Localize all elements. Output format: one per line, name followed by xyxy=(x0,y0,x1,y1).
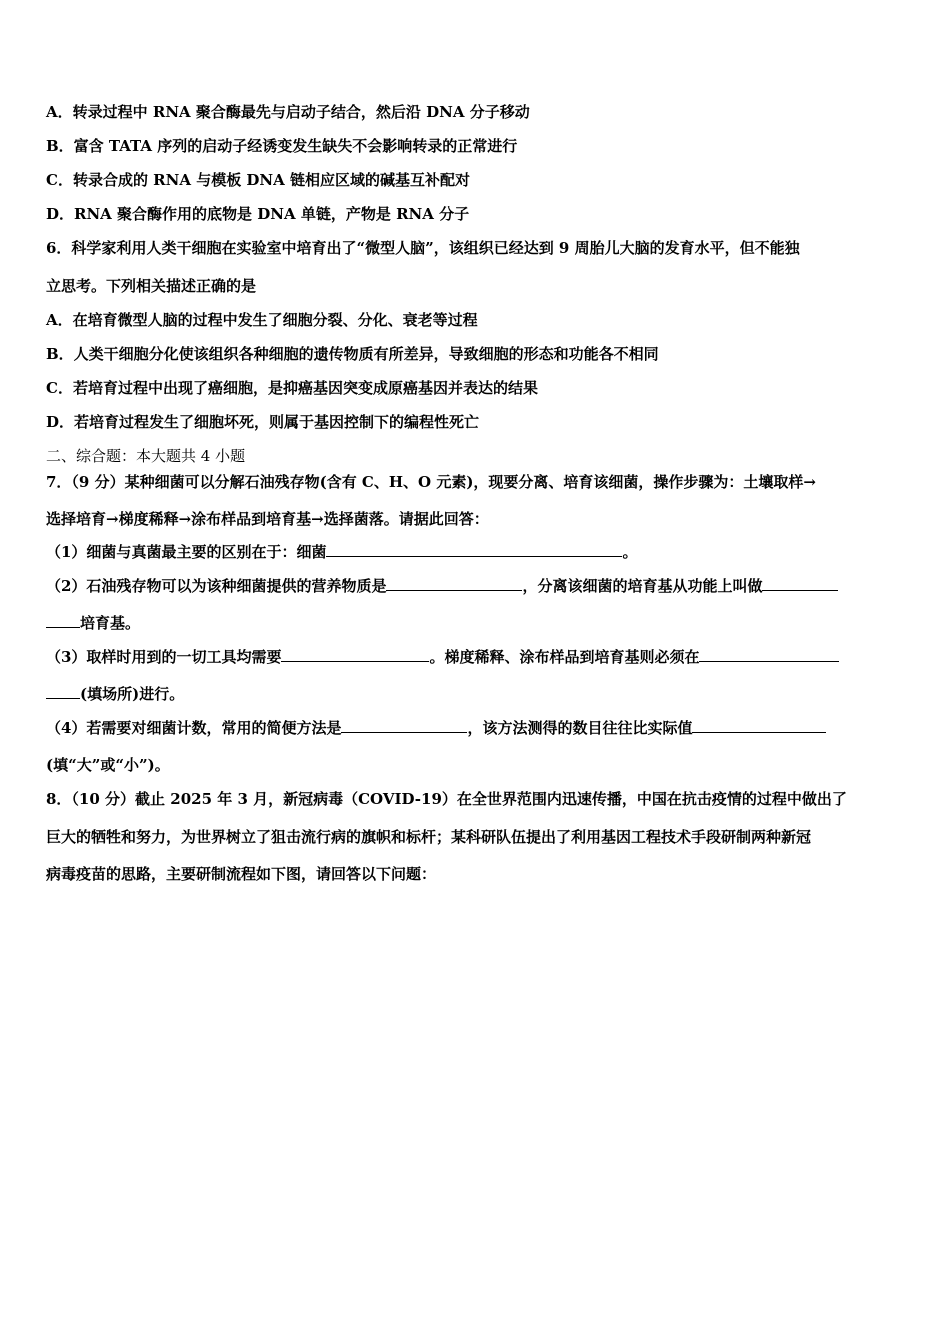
answer-blank[interactable] xyxy=(699,647,839,662)
q7-part4-text: （4）若需要对细菌计数，常用的简便方法是 xyxy=(46,719,342,737)
q8-line1: 8．（10 分）截止 2025 年 3 月，新冠病毒（COVID-19）在全世界范围内迅速传播，中国在抗击疫情的过程中做出了 xyxy=(46,790,847,808)
q5-option-a: A．转录过程中 RNA 聚合酶最先与启动子结合，然后沿 DNA 分子移动 xyxy=(46,103,530,121)
q7-part3-mid: 。梯度稀释、涂布样品到培育基则必须在 xyxy=(429,648,700,666)
q6-option-b: B．人类干细胞分化使该组织各种细胞的遗传物质有所差异，导致细胞的形态和功能各不相同 xyxy=(46,345,659,363)
answer-blank[interactable] xyxy=(386,576,522,591)
q5-option-d: D．RNA 聚合酶作用的底物是 DNA 单链，产物是 RNA 分子 xyxy=(46,205,470,223)
q7-part2-text: （2）石油残存物可以为该种细菌提供的营养物质是 xyxy=(46,577,387,595)
q7-part1-text: （1）细菌与真菌最主要的区别在于：细菌 xyxy=(46,543,327,561)
q7-part1 xyxy=(46,542,916,562)
q7-part4-mid: ，该方法测得的数目往往比实际值 xyxy=(467,719,693,737)
q6-option-a: A．在培育微型人脑的过程中发生了细胞分裂、分化、衰老等过程 xyxy=(46,311,478,329)
q7-part4 xyxy=(46,718,916,738)
q6-stem-line1: 6．科学家利用人类干细胞在实验室中培育出了“微型人脑”，该组织已经达到 9 周胎儿大脑的发育水平，但不能独 xyxy=(46,239,800,257)
q7-part2 xyxy=(46,576,916,596)
q7-part4-cont: (填“大”或“小”)。 xyxy=(46,756,170,774)
q7-stem-line2: 选择培育→梯度稀释→涂布样品到培育基→选择菌落。请据此回答： xyxy=(46,510,489,528)
q7-part2-mid: ，分离该细菌的培育基从功能上叫做 xyxy=(522,577,763,595)
answer-blank[interactable] xyxy=(46,613,80,628)
q6-stem-line2: 立思考。下列相关描述正确的是 xyxy=(46,277,257,295)
q6-option-c: C．若培育过程中出现了癌细胞，是抑癌基因突变成原癌基因并表达的结果 xyxy=(46,379,538,397)
q7-part3-cont xyxy=(46,684,916,704)
q6-option-d: D．若培育过程发生了细胞坏死，则属于基因控制下的编程性死亡 xyxy=(46,413,480,431)
q7-part3 xyxy=(46,647,916,667)
answer-blank[interactable] xyxy=(326,542,622,557)
answer-blank[interactable] xyxy=(341,718,467,733)
answer-blank[interactable] xyxy=(762,576,838,591)
q7-stem-line1: 7．（9 分）某种细菌可以分解石油残存物(含有 C、H、O 元素)，现要分离、培育该细菌，操作步骤为：土壤取样→ xyxy=(46,473,816,491)
q7-part3-text: （3）取样时用到的一切工具均需要 xyxy=(46,648,282,666)
answer-blank[interactable] xyxy=(281,647,429,662)
q7-part1-end: 。 xyxy=(622,543,638,561)
q5-option-b: B．富含 TATA 序列的启动子经诱变发生缺失不会影响转录的正常进行 xyxy=(46,137,518,155)
q8-line3: 病毒疫苗的思路，主要研制流程如下图，请回答以下问题： xyxy=(46,865,437,883)
q5-option-c: C．转录合成的 RNA 与模板 DNA 链相应区域的碱基互补配对 xyxy=(46,171,471,189)
section-title: 二、综合题：本大题共 4 小题 xyxy=(46,447,246,465)
q8-line2: 巨大的牺牲和努力，为世界树立了狙击流行病的旗帜和标杆；某科研队伍提出了利用基因工程技术手段研制两种新冠 xyxy=(46,828,812,846)
q7-part3-end: (填场所)进行。 xyxy=(80,685,185,703)
q7-part2-end: 培育基。 xyxy=(80,614,141,632)
answer-blank[interactable] xyxy=(46,684,80,699)
q7-part2-cont xyxy=(46,613,916,633)
answer-blank[interactable] xyxy=(692,718,826,733)
